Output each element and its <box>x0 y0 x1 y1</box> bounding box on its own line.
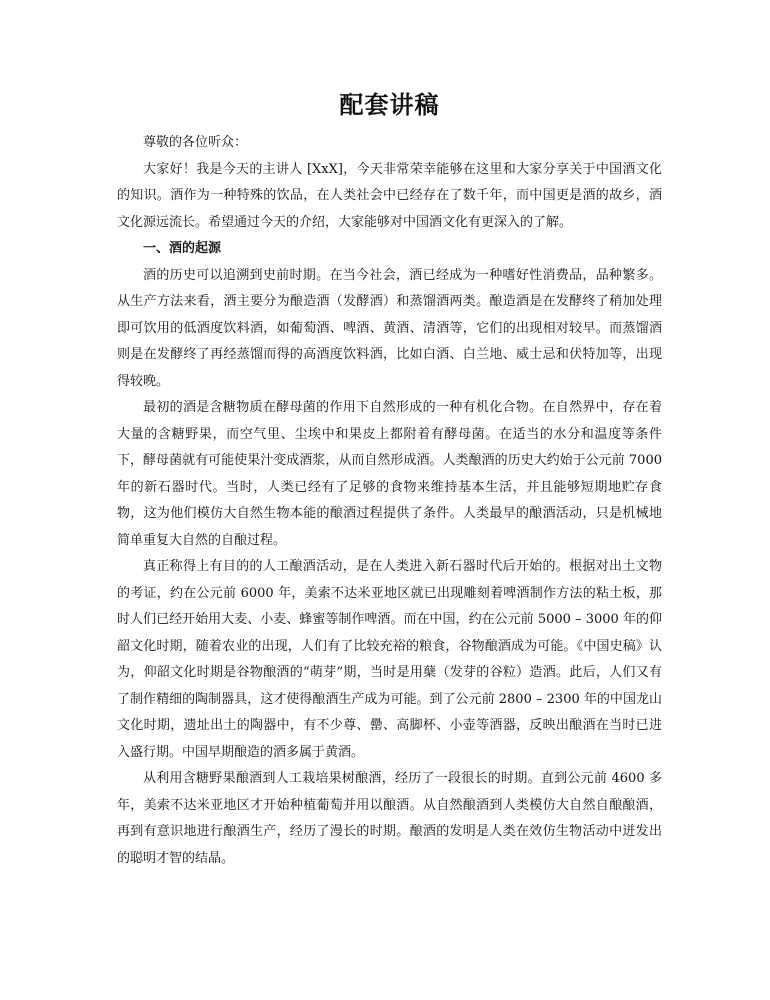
body-paragraph: 真正称得上有目的的人工酿酒活动，是在人类进入新石器时代后开始的。根据对出土文物的考证，约在公元前 6000 年，美索不达米亚地区就已出现雕刻着啤酒制作方法的粘土板，那时人们已经开始用大麦、小麦、蜂蜜等制作啤酒。而在中国，约在公元前 5000 – 3000 年的仰韶文化时期，随着农业的出现，人们有了比较充裕的粮食，谷物酿酒成为可能。《中国史稿》认为，仰韶文化时期是谷物酿酒的“萌芽”期，当时是用蘖（发芽的谷粒）造酒。此后，人们又有了制作精细的陶制器具，这才使得酿酒生产成为可能。到了公元前 2800 – 2300 年的中国龙山文化时期，遗址出土的陶器中，有不少尊、罍、高脚杯、小壶等酒器，反映出酿酒在当时已进入盛行期。中国早期酿造的酒多属于黄酒。 <box>117 559 662 760</box>
section-heading-origin: 一、酒的起源 <box>143 241 222 256</box>
document-page <box>117 88 662 872</box>
salutation: 尊敬的各位听众： <box>143 135 248 150</box>
document-title: 配套讲稿 <box>339 90 440 119</box>
body-paragraph: 酒的历史可以追溯到史前时期。在当今社会，酒已经成为一种嗜好性消费品，品种繁多。从生产方法来看，酒主要分为酿造酒（发酵酒）和蒸馏酒两类。酿造酒是在发酵终了稍加处理即可饮用的低酒度饮料酒，如葡萄酒、啤酒、黄酒、清酒等，它们的出现相对较早。而蒸馏酒则是在发酵终了再经蒸馏而得的高酒度饮料酒，比如白酒、白兰地、威士忌和伏特加等，出现得较晚。 <box>117 267 662 389</box>
body-paragraph: 从利用含糖野果酿酒到人工栽培果树酿酒，经历了一段很长的时期。直到公元前 4600 多年，美索不达米亚地区才开始种植葡萄并用以酿酒。从自然酿酒到人类模仿大自然自酿酿酒，再到有意识地进行酿酒生产，经历了漫长的时期。酿酒的发明是人类在效仿生物活动中迸发出的聪明才智的结晶。 <box>117 771 662 866</box>
intro-paragraph: 大家好！我是今天的主讲人 [XxX]，今天非常荣幸能够在这里和大家分享关于中国酒文化的知识。酒作为一种特殊的饮品，在人类社会中已经存在了数千年，而中国更是酒的故乡，酒文化源远流长。希望通过今天的介绍，大家能够对中国酒文化有更深入的了解。 <box>117 161 662 230</box>
body-paragraph: 最初的酒是含糖物质在酵母菌的作用下自然形成的一种有机化合物。在自然界中，存在着大量的含糖野果，而空气里、尘埃中和果皮上都附着有酵母菌。在适当的水分和温度等条件下，酵母菌就有可能使果汁变成酒浆，从而自然形成酒。人类酿酒的历史大约始于公元前 7000 年的新石器时代。当时，人类已经有了足够的食物来维持基本生活，并且能够短期地贮存食物，这为他们模仿大自然生物本能的酿酒过程提供了条件。人类最早的酿酒活动，只是机械地简单重复大自然的自酿过程。 <box>117 400 662 548</box>
